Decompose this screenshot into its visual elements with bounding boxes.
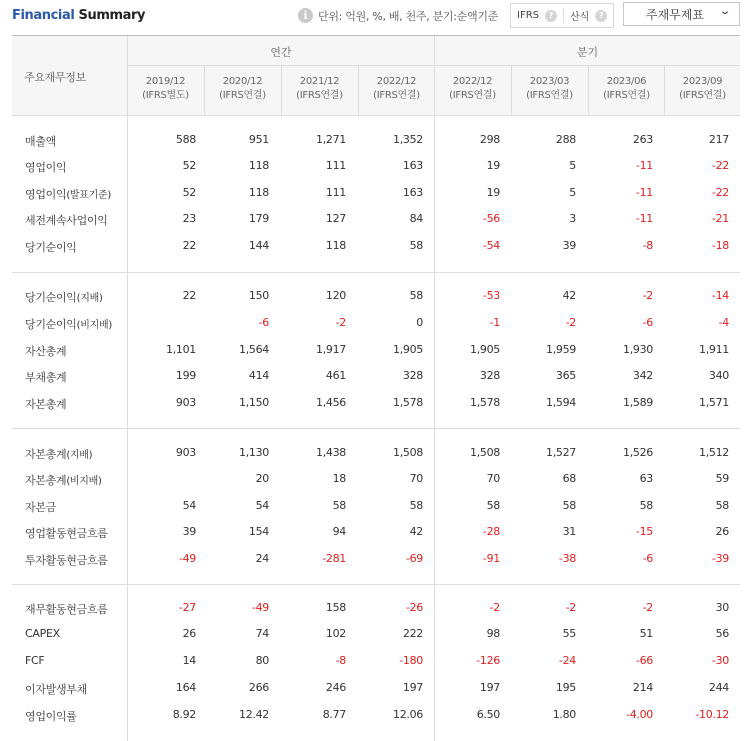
table-cell: 55: [562, 627, 576, 640]
table-cell: -126: [476, 654, 500, 667]
info-icon[interactable]: i: [298, 8, 313, 23]
table-cell: 414: [248, 369, 269, 382]
table-cell: -53: [482, 289, 500, 302]
row-label: [25, 186, 111, 202]
table-cell: 42: [562, 289, 576, 302]
table-cell: -24: [558, 654, 576, 667]
row-label-main: 당기순이익: [25, 291, 77, 304]
table-cell: 39: [562, 239, 576, 252]
table-cell: -22: [711, 186, 729, 199]
table-cell: -91: [482, 552, 500, 565]
table-top-border: [12, 35, 740, 36]
table-cell: 102: [325, 627, 346, 640]
table-cell: 58: [332, 499, 346, 512]
column-basis: (IFRS별도): [142, 90, 189, 101]
column-period: 2021/12: [299, 76, 340, 87]
table-row: [12, 363, 740, 389]
table-cell: 1,526: [623, 446, 653, 459]
statement-select[interactable]: [623, 2, 740, 26]
table-cell: -56: [482, 212, 500, 225]
column-basis: (IFRS연결): [603, 90, 650, 101]
table-cell: 19: [486, 159, 500, 172]
column-header: [511, 75, 588, 103]
table-cell: -39: [711, 552, 729, 565]
column-basis: (IFRS연결): [526, 90, 573, 101]
table-cell: 1,911: [699, 343, 729, 356]
table-cell: -2: [489, 601, 500, 614]
row-label: [25, 499, 56, 515]
table-cell: 58: [409, 239, 423, 252]
table-cell: 52: [182, 186, 196, 199]
row-label-main: 영업이익률: [25, 710, 77, 723]
table-cell: 1,512: [699, 446, 729, 459]
table-cell: 5: [569, 159, 576, 172]
table-cell: 26: [182, 627, 196, 640]
group-divider: [12, 272, 740, 273]
chevron-down-icon: ⌄: [718, 6, 732, 17]
table-cell: 340: [708, 369, 729, 382]
table-cell: 244: [708, 681, 729, 694]
row-label: [25, 552, 108, 568]
table-cell: 22: [182, 239, 196, 252]
table-cell: 30: [715, 601, 729, 614]
table-cell: -2: [642, 289, 653, 302]
row-label-main: 자본총계: [25, 474, 67, 487]
table-cell: 163: [402, 186, 423, 199]
table-cell: 1,578: [470, 396, 500, 409]
table-cell: 94: [332, 525, 346, 538]
ifrs-option[interactable]: IFRS ?: [511, 10, 563, 22]
table-cell: 8.92: [172, 708, 196, 721]
table-cell: -49: [251, 601, 269, 614]
table-cell: 1,578: [393, 396, 423, 409]
row-label-sub: (비지배): [66, 476, 102, 487]
table-row: [12, 283, 740, 309]
table-cell: 24: [255, 552, 269, 565]
table-row: [12, 206, 740, 232]
column-period: 2019/12: [145, 76, 186, 87]
table-cell: 179: [248, 212, 269, 225]
row-label: [25, 446, 92, 462]
table-cell: 23: [182, 212, 196, 225]
table-cell: 31: [562, 525, 576, 538]
table-cell: 98: [486, 627, 500, 640]
table-cell: 0: [416, 316, 423, 329]
table-cell: 246: [325, 681, 346, 694]
table-cell: 1,917: [316, 343, 346, 356]
table-cell: 1,352: [393, 133, 423, 146]
column-header: [664, 75, 741, 103]
table-cell: 18: [332, 472, 346, 485]
formula-option[interactable]: 산식 ?: [563, 8, 613, 23]
table-cell: 951: [248, 133, 269, 146]
table-cell: 70: [486, 472, 500, 485]
table-row: [12, 595, 740, 621]
row-label-sub: (발표기준): [66, 190, 111, 201]
table-cell: 1,959: [546, 343, 576, 356]
table-cell: 199: [175, 369, 196, 382]
table-cell: 1,508: [393, 446, 423, 459]
table-cell: 1,589: [623, 396, 653, 409]
column-basis: (IFRS연결): [296, 90, 343, 101]
table-cell: -2: [335, 316, 346, 329]
table-cell: 51: [639, 627, 653, 640]
page-title: Financial Summary: [12, 8, 146, 23]
table-row: [12, 546, 740, 572]
row-label-main: 영업이익: [25, 161, 67, 174]
table-cell: 70: [409, 472, 423, 485]
row-label: [25, 289, 103, 305]
table-cell: 58: [409, 499, 423, 512]
table-cell: 154: [248, 525, 269, 538]
row-label-sub: (지배): [66, 450, 93, 461]
table-cell: -6: [642, 316, 653, 329]
unit-note: 단위: 억원, %, 배, 천주, 분기:순액기준: [318, 10, 498, 23]
row-label-main: 자본총계: [25, 448, 67, 461]
row-label-main: 부채총계: [25, 371, 67, 384]
table-cell: 328: [479, 369, 500, 382]
table-cell: 903: [175, 446, 196, 459]
table-cell: 1,930: [623, 343, 653, 356]
row-label: [25, 396, 66, 412]
table-row: [12, 493, 740, 519]
column-basis: (IFRS연결): [219, 90, 266, 101]
table-cell: 1,271: [316, 133, 346, 146]
table-cell: -66: [635, 654, 653, 667]
table-cell: -18: [711, 239, 729, 252]
table-cell: 1,905: [393, 343, 423, 356]
table-cell: 163: [402, 159, 423, 172]
table-cell: 164: [175, 681, 196, 694]
column-period: 2023/09: [682, 76, 723, 87]
row-label-main: 영업이익: [25, 188, 67, 201]
row-label-main: 세전계속사업이익: [25, 214, 108, 227]
table-cell: 52: [182, 159, 196, 172]
table-cell: 20: [255, 472, 269, 485]
table-cell: -4: [718, 316, 729, 329]
table-cell: -27: [178, 601, 196, 614]
table-cell: 1,456: [316, 396, 346, 409]
table-cell: -281: [322, 552, 346, 565]
table-row: [12, 621, 740, 647]
table-cell: 56: [715, 627, 729, 640]
row-label-main: 당기순이익: [25, 241, 77, 254]
table-cell: 39: [182, 525, 196, 538]
table-cell: -11: [635, 212, 653, 225]
table-cell: 68: [562, 472, 576, 485]
table-cell: -11: [635, 186, 653, 199]
table-cell: 222: [402, 627, 423, 640]
row-label: [25, 601, 108, 617]
table-cell: 58: [409, 289, 423, 302]
table-cell: -30: [711, 654, 729, 667]
column-basis: (IFRS연결): [679, 90, 726, 101]
table-cell: 3: [569, 212, 576, 225]
table-cell: -54: [482, 239, 500, 252]
column-header: [281, 75, 358, 103]
table-cell: 158: [325, 601, 346, 614]
row-label: [25, 708, 77, 724]
table-cell: 1,571: [699, 396, 729, 409]
table-cell: 195: [555, 681, 576, 694]
row-label-sub: (비지배): [76, 320, 112, 331]
table-cell: 1,527: [546, 446, 576, 459]
table-cell: -180: [399, 654, 423, 667]
quarter-section-label: 분기: [576, 46, 599, 59]
table-cell: 8.77: [322, 708, 346, 721]
table-cell: 127: [325, 212, 346, 225]
table-row: [12, 153, 740, 179]
table-cell: 197: [479, 681, 500, 694]
table-cell: 1,905: [470, 343, 500, 356]
row-label: [25, 681, 87, 697]
row-label: [25, 159, 66, 175]
table-cell: 461: [325, 369, 346, 382]
row-label-main: 자산총계: [25, 345, 67, 358]
row-label-main: 영업활동현금흐름: [25, 527, 108, 540]
row-label: [25, 472, 102, 488]
table-cell: 58: [715, 499, 729, 512]
table-cell: 58: [639, 499, 653, 512]
table-cell: 80: [255, 654, 269, 667]
table-row: [12, 519, 740, 545]
table-cell: -22: [711, 159, 729, 172]
table-cell: 58: [486, 499, 500, 512]
column-header: [588, 75, 665, 103]
row-label: [25, 369, 66, 385]
table-cell: -15: [635, 525, 653, 538]
row-label-main: 자본총계: [25, 398, 67, 411]
table-cell: 1,508: [470, 446, 500, 459]
row-label-main: 이자발생부채: [25, 683, 87, 696]
table-cell: 59: [715, 472, 729, 485]
table-cell: 118: [325, 239, 346, 252]
table-cell: 19: [486, 186, 500, 199]
row-header-label: 주요재무정보: [24, 71, 86, 84]
table-cell: 118: [248, 186, 269, 199]
table-row: [12, 390, 740, 416]
row-label-main: 재무활동현금흐름: [25, 603, 108, 616]
table-cell: 5: [569, 186, 576, 199]
column-header: [358, 75, 435, 103]
table-cell: 12.06: [393, 708, 423, 721]
table-row: [12, 440, 740, 466]
table-cell: 1,150: [239, 396, 269, 409]
table-cell: 6.50: [476, 708, 500, 721]
row-label-main: CAPEX: [25, 627, 60, 640]
table-cell: -6: [642, 552, 653, 565]
table-cell: 54: [255, 499, 269, 512]
table-cell: 111: [325, 159, 346, 172]
row-label: [25, 343, 66, 359]
table-cell: 118: [248, 159, 269, 172]
table-cell: -8: [642, 239, 653, 252]
row-label: [25, 239, 77, 255]
row-label: [25, 654, 44, 667]
table-cell: 365: [555, 369, 576, 382]
table-row: [12, 180, 740, 206]
table-cell: -2: [565, 316, 576, 329]
table-row: [12, 233, 740, 259]
row-label-main: 당기순이익: [25, 318, 77, 331]
table-cell: 217: [708, 133, 729, 146]
table-cell: 903: [175, 396, 196, 409]
column-header: [127, 75, 204, 103]
table-cell: 1,594: [546, 396, 576, 409]
table-cell: -1: [489, 316, 500, 329]
column-basis: (IFRS연결): [373, 90, 420, 101]
table-cell: 111: [325, 186, 346, 199]
table-cell: 288: [555, 133, 576, 146]
table-cell: -21: [711, 212, 729, 225]
table-cell: 63: [639, 472, 653, 485]
help-icon[interactable]: ?: [545, 10, 557, 22]
row-label-main: FCF: [25, 654, 45, 667]
column-period: 2023/06: [606, 76, 647, 87]
table-cell: 1,101: [166, 343, 196, 356]
table-cell: 1,438: [316, 446, 346, 459]
table-cell: 22: [182, 289, 196, 302]
table-cell: -14: [711, 289, 729, 302]
table-cell: 84: [409, 212, 423, 225]
row-label-sub: (지배): [76, 293, 103, 304]
header-bottom-border: [12, 115, 740, 116]
table-cell: 1.80: [552, 708, 576, 721]
table-cell: -11: [635, 159, 653, 172]
row-label: [25, 525, 108, 541]
row-label-main: 투자활동현금흐름: [25, 554, 108, 567]
column-period: 2022/12: [376, 76, 417, 87]
table-cell: -6: [258, 316, 269, 329]
table-row: [12, 127, 740, 153]
annual-section-label: 연간: [270, 46, 292, 59]
table-cell: -26: [405, 601, 423, 614]
table-cell: 42: [409, 525, 423, 538]
table-cell: 197: [402, 681, 423, 694]
table-cell: 342: [632, 369, 653, 382]
table-cell: -38: [558, 552, 576, 565]
row-label: [25, 212, 108, 228]
table-row: [12, 648, 740, 674]
table-cell: 74: [255, 627, 269, 640]
table-cell: 150: [248, 289, 269, 302]
row-label: [25, 627, 60, 640]
column-header: [204, 75, 281, 103]
column-period: 2020/12: [222, 76, 263, 87]
group-divider: [12, 584, 740, 585]
table-cell: 214: [632, 681, 653, 694]
table-cell: 1,130: [239, 446, 269, 459]
row-label-main: 자본금: [25, 501, 56, 514]
table-cell: 12.42: [239, 708, 269, 721]
table-cell: -10.12: [695, 708, 729, 721]
column-basis: (IFRS연결): [449, 90, 496, 101]
row-label: [25, 316, 112, 332]
table-cell: 58: [562, 499, 576, 512]
table-cell: 266: [248, 681, 269, 694]
table-row: [12, 675, 740, 701]
table-cell: 120: [325, 289, 346, 302]
table-cell: -2: [642, 601, 653, 614]
statement-select-value: 주재무제표: [646, 7, 704, 22]
table-row: [12, 702, 740, 728]
basis-toggle: [510, 3, 614, 28]
table-cell: 144: [248, 239, 269, 252]
help-icon[interactable]: ?: [595, 10, 607, 22]
table-cell: -28: [482, 525, 500, 538]
table-cell: 263: [632, 133, 653, 146]
table-cell: -49: [178, 552, 196, 565]
table-cell: 14: [182, 654, 196, 667]
column-period: 2022/12: [452, 76, 493, 87]
table-cell: -8: [335, 654, 346, 667]
column-header: [434, 75, 511, 103]
table-row: [12, 466, 740, 492]
row-label-main: 매출액: [25, 135, 56, 148]
table-cell: 54: [182, 499, 196, 512]
table-cell: 26: [715, 525, 729, 538]
column-period: 2023/03: [529, 76, 570, 87]
table-cell: 588: [175, 133, 196, 146]
table-cell: -69: [405, 552, 423, 565]
table-cell: -2: [565, 601, 576, 614]
table-row: [12, 337, 740, 363]
table-cell: -4.00: [626, 708, 653, 721]
group-divider: [12, 428, 740, 429]
table-cell: 328: [402, 369, 423, 382]
row-label: [25, 133, 56, 149]
table-cell: 298: [479, 133, 500, 146]
table-cell: 1,564: [239, 343, 269, 356]
table-row: [12, 310, 740, 336]
